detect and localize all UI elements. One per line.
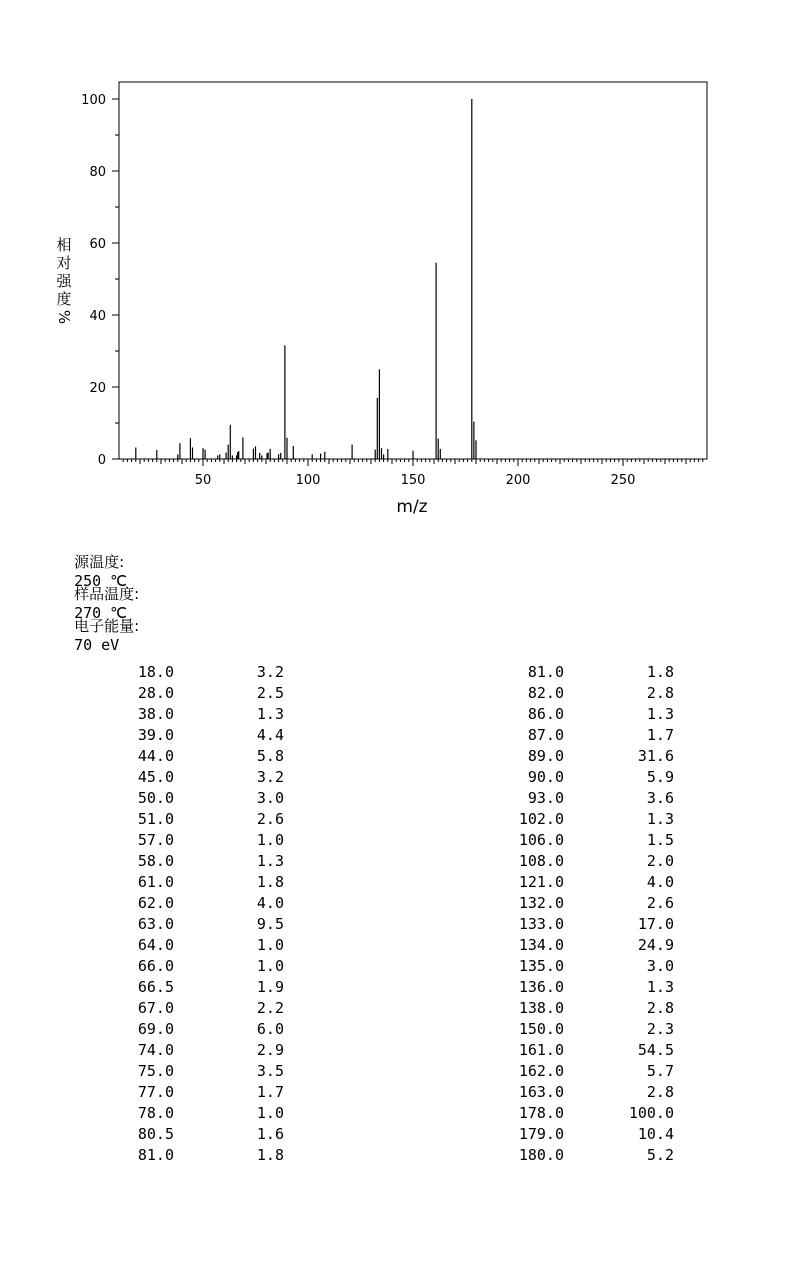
y-axis-label bbox=[55, 236, 73, 324]
peak-intensity: 4.0 bbox=[256, 894, 284, 912]
peak-row bbox=[0, 851, 794, 872]
x-tick-label: 250 bbox=[610, 473, 636, 488]
peak-mz: 132.0 bbox=[518, 894, 564, 912]
peak-intensity: 5.8 bbox=[256, 747, 284, 765]
peak-intensity: 1.6 bbox=[256, 1125, 284, 1143]
y-axis-label-char: 强 bbox=[56, 272, 72, 290]
spectrum-peaks bbox=[136, 99, 476, 459]
source-temperature-value: 250 ℃ bbox=[74, 572, 128, 590]
peak-intensity: 17.0 bbox=[637, 915, 674, 933]
peak-mz: 45.0 bbox=[137, 768, 174, 786]
y-tick-label: 80 bbox=[89, 165, 106, 180]
peak-mz: 74.0 bbox=[137, 1041, 174, 1059]
peak-mz: 18.0 bbox=[137, 663, 174, 681]
peak-mz: 136.0 bbox=[518, 978, 564, 996]
peak-intensity: 1.0 bbox=[256, 831, 284, 849]
peak-mz: 81.0 bbox=[527, 663, 564, 681]
y-axis-label-char: 度 bbox=[56, 290, 72, 308]
peak-row bbox=[0, 767, 794, 788]
peak-intensity: 1.3 bbox=[646, 810, 674, 828]
source-temperature-label: 源温度: bbox=[74, 553, 125, 571]
sample-temperature-label: 样品温度: bbox=[74, 585, 140, 603]
peak-mz: 162.0 bbox=[518, 1062, 564, 1080]
peak-intensity: 1.3 bbox=[646, 978, 674, 996]
peak-intensity: 1.9 bbox=[256, 978, 284, 996]
x-axis-label: m/z bbox=[396, 497, 428, 517]
plot-frame bbox=[119, 82, 707, 459]
peak-row bbox=[0, 683, 794, 704]
peak-row bbox=[0, 746, 794, 767]
peak-intensity: 3.2 bbox=[256, 768, 284, 786]
x-tick-label: 100 bbox=[295, 473, 321, 488]
y-axis-label-char: 对 bbox=[56, 254, 72, 272]
peak-mz: 82.0 bbox=[527, 684, 564, 702]
peak-intensity: 3.6 bbox=[646, 789, 674, 807]
peak-row bbox=[0, 935, 794, 956]
peak-mz: 67.0 bbox=[137, 999, 174, 1017]
peak-intensity: 24.9 bbox=[637, 936, 674, 954]
peak-intensity: 2.8 bbox=[646, 1083, 674, 1101]
y-tick-label: 40 bbox=[89, 309, 106, 324]
peak-intensity: 2.0 bbox=[646, 852, 674, 870]
peak-row bbox=[0, 872, 794, 893]
peak-mz: 178.0 bbox=[518, 1104, 564, 1122]
peak-row bbox=[0, 1124, 794, 1145]
y-axis-label-char: % bbox=[55, 309, 73, 325]
y-tick-label: 100 bbox=[81, 93, 106, 108]
peak-mz: 39.0 bbox=[137, 726, 174, 744]
peak-intensity: 2.5 bbox=[256, 684, 284, 702]
peak-mz: 75.0 bbox=[137, 1062, 174, 1080]
peak-row bbox=[0, 830, 794, 851]
peak-row bbox=[0, 704, 794, 725]
peak-intensity: 31.6 bbox=[637, 747, 674, 765]
electron-energy bbox=[56, 597, 139, 654]
peak-mz: 81.0 bbox=[137, 1146, 174, 1164]
sample-temperature-value: 270 ℃ bbox=[74, 604, 128, 622]
peak-mz: 90.0 bbox=[527, 768, 564, 786]
peak-row bbox=[0, 1061, 794, 1082]
peak-mz: 64.0 bbox=[137, 936, 174, 954]
x-tick-label: 50 bbox=[194, 473, 212, 488]
peak-intensity: 1.7 bbox=[646, 726, 674, 744]
electron-energy-value: 70 eV bbox=[74, 636, 120, 654]
peak-intensity: 2.2 bbox=[256, 999, 284, 1017]
peak-intensity: 5.7 bbox=[646, 1062, 674, 1080]
peak-row bbox=[0, 914, 794, 935]
peak-intensity: 3.5 bbox=[256, 1062, 284, 1080]
peak-mz: 62.0 bbox=[137, 894, 174, 912]
peak-mz: 134.0 bbox=[518, 936, 564, 954]
peak-row bbox=[0, 1040, 794, 1061]
peak-intensity: 1.8 bbox=[256, 1146, 284, 1164]
peak-mz: 80.5 bbox=[137, 1125, 174, 1143]
peak-mz: 161.0 bbox=[518, 1041, 564, 1059]
mass-spectrum-chart bbox=[0, 0, 794, 520]
peak-mz: 133.0 bbox=[518, 915, 564, 933]
peak-mz: 138.0 bbox=[518, 999, 564, 1017]
peak-intensity: 5.9 bbox=[646, 768, 674, 786]
peak-mz: 78.0 bbox=[137, 1104, 174, 1122]
peak-intensity: 1.0 bbox=[256, 1104, 284, 1122]
peak-row bbox=[0, 725, 794, 746]
y-tick-label: 0 bbox=[97, 453, 106, 468]
peak-mz: 86.0 bbox=[527, 705, 564, 723]
peak-row bbox=[0, 1103, 794, 1124]
peak-intensity: 1.0 bbox=[256, 936, 284, 954]
peak-mz: 179.0 bbox=[518, 1125, 564, 1143]
peak-row bbox=[0, 893, 794, 914]
peak-mz: 163.0 bbox=[518, 1083, 564, 1101]
peak-intensity: 2.6 bbox=[646, 894, 674, 912]
peak-intensity: 1.8 bbox=[646, 663, 674, 681]
x-tick-label: 150 bbox=[400, 473, 426, 488]
peak-mz: 69.0 bbox=[137, 1020, 174, 1038]
peak-mz: 58.0 bbox=[137, 852, 174, 870]
peak-mz: 106.0 bbox=[518, 831, 564, 849]
peak-intensity: 1.3 bbox=[256, 852, 284, 870]
peak-intensity: 4.0 bbox=[646, 873, 674, 891]
peak-intensity: 4.4 bbox=[256, 726, 284, 744]
peak-mz: 57.0 bbox=[137, 831, 174, 849]
peak-row bbox=[0, 1145, 794, 1166]
peak-intensity: 100.0 bbox=[628, 1104, 674, 1122]
peak-intensity: 1.3 bbox=[256, 705, 284, 723]
peak-mz: 77.0 bbox=[137, 1083, 174, 1101]
peak-mz: 93.0 bbox=[527, 789, 564, 807]
y-axis-label-char: 相 bbox=[56, 236, 72, 254]
y-tick-label: 60 bbox=[89, 237, 106, 252]
peak-mz: 61.0 bbox=[137, 873, 174, 891]
peak-mz: 66.0 bbox=[137, 957, 174, 975]
peak-mz: 38.0 bbox=[137, 705, 174, 723]
peak-intensity: 2.6 bbox=[256, 810, 284, 828]
peak-intensity: 9.5 bbox=[256, 915, 284, 933]
peak-row bbox=[0, 1082, 794, 1103]
peak-intensity: 1.5 bbox=[646, 831, 674, 849]
peak-intensity: 54.5 bbox=[637, 1041, 674, 1059]
peak-mz: 28.0 bbox=[137, 684, 174, 702]
peak-intensity: 2.8 bbox=[646, 999, 674, 1017]
peak-row bbox=[0, 662, 794, 683]
peak-mz: 150.0 bbox=[518, 1020, 564, 1038]
peak-row bbox=[0, 998, 794, 1019]
peak-row bbox=[0, 788, 794, 809]
peak-mz: 66.5 bbox=[137, 978, 174, 996]
peak-mz: 44.0 bbox=[137, 747, 174, 765]
peak-intensity: 10.4 bbox=[637, 1125, 674, 1143]
peak-mz: 135.0 bbox=[518, 957, 564, 975]
peak-mz: 180.0 bbox=[518, 1146, 564, 1164]
peak-row bbox=[0, 809, 794, 830]
peak-row bbox=[0, 1019, 794, 1040]
peak-mz: 89.0 bbox=[527, 747, 564, 765]
y-tick-label: 20 bbox=[89, 381, 106, 396]
peak-intensity: 2.9 bbox=[256, 1041, 284, 1059]
peak-intensity: 2.3 bbox=[646, 1020, 674, 1038]
peak-mz: 87.0 bbox=[527, 726, 564, 744]
peak-row bbox=[0, 977, 794, 998]
peak-mz: 102.0 bbox=[518, 810, 564, 828]
peak-mz: 51.0 bbox=[137, 810, 174, 828]
peak-intensity: 3.0 bbox=[256, 789, 284, 807]
peak-table-right bbox=[0, 662, 794, 1166]
x-axis bbox=[123, 459, 703, 488]
peak-mz: 50.0 bbox=[137, 789, 174, 807]
peak-intensity: 1.8 bbox=[256, 873, 284, 891]
peak-mz: 63.0 bbox=[137, 915, 174, 933]
peak-intensity: 3.0 bbox=[646, 957, 674, 975]
peak-intensity: 1.3 bbox=[646, 705, 674, 723]
x-tick-label: 200 bbox=[505, 473, 531, 488]
electron-energy-label: 电子能量: bbox=[74, 617, 140, 635]
peak-intensity: 2.8 bbox=[646, 684, 674, 702]
y-axis bbox=[81, 93, 119, 468]
peak-intensity: 1.0 bbox=[256, 957, 284, 975]
peak-intensity: 6.0 bbox=[256, 1020, 284, 1038]
peak-intensity: 1.7 bbox=[256, 1083, 284, 1101]
peak-row bbox=[0, 956, 794, 977]
peak-mz: 121.0 bbox=[518, 873, 564, 891]
peak-intensity: 3.2 bbox=[256, 663, 284, 681]
peak-intensity: 5.2 bbox=[646, 1146, 674, 1164]
peak-mz: 108.0 bbox=[518, 852, 564, 870]
